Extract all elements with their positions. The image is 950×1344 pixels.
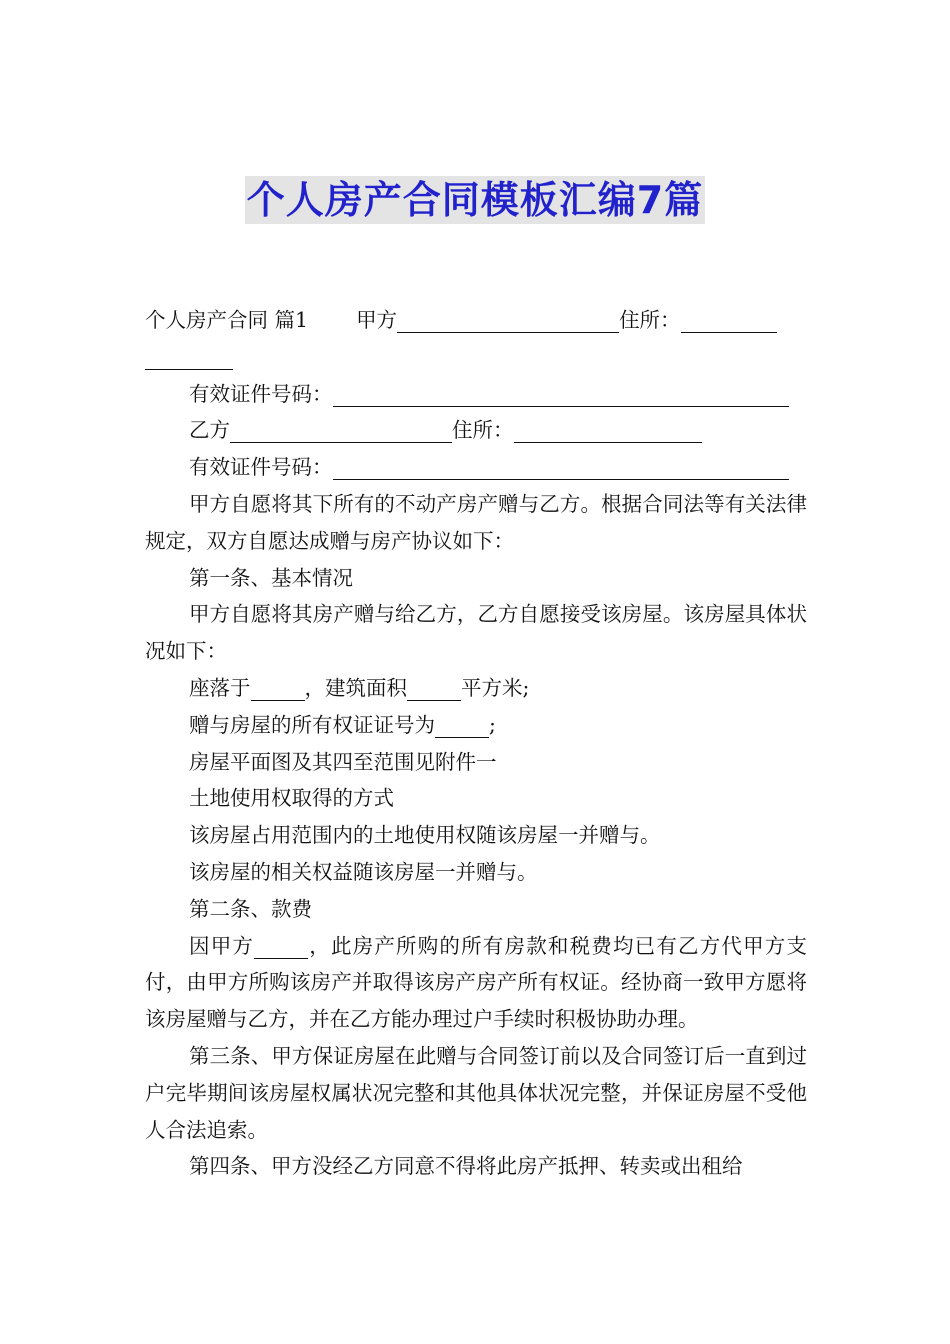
contract-body (145, 302, 807, 1185)
party-b-label: 乙方 (189, 418, 230, 443)
article-1-body: 甲方自愿将其房产赠与给乙方，乙方自愿接受该房屋。该房屋具体状况如下： (145, 602, 807, 664)
article-4-body: 第四条、甲方没经乙方同意不得将此房产抵押、转卖或出租给 (189, 1154, 743, 1179)
party-a-label: 甲方 (356, 308, 398, 332)
party-b-id-label: 有效证件号码： (189, 455, 333, 480)
certificate-line: 赠与房屋的所有权证证号为 ; (189, 712, 496, 737)
area-blank (407, 674, 461, 701)
party-a-address-blank (681, 306, 777, 333)
page-title (0, 176, 950, 224)
header-line (145, 302, 807, 339)
page-title-text: 个人房产合同模板汇编7篇 (246, 178, 704, 222)
party-a-id-blank (333, 380, 789, 407)
floorplan-line: 房屋平面图及其四至范围见附件一 (189, 749, 497, 774)
article-label: 个人房产合同 篇1 (145, 308, 309, 332)
article-2-blank (254, 932, 308, 959)
party-b-address-label: 住所： (452, 418, 514, 443)
land-body: 该房屋占用范围内的土地使用权随该房屋一并赠与。 (189, 823, 661, 848)
article-1-heading: 第一条、基本情况 (189, 565, 353, 590)
land-heading: 土地使用权取得的方式 (189, 786, 394, 811)
location-blank (251, 674, 305, 701)
article-2-body: 因甲方 ，此房产所购的所有房款和税费均已有乙方代甲方支付，由甲方所购该房产并取得该房产房产所有权证。经协商一致甲方愿将该房屋赠与乙方，并在乙方能办理过户手续时积极协助办理。 (145, 933, 807, 1032)
party-b-id-blank (333, 453, 789, 480)
party-b-blank (230, 416, 452, 443)
party-b-address-blank (514, 416, 702, 443)
certificate-blank (435, 711, 489, 738)
party-a-id-line (145, 376, 807, 413)
party-b-line (145, 412, 807, 449)
article-2-heading: 第二条、款费 (189, 896, 312, 921)
location-line: 座落于 ，建筑面积 平方米; (189, 675, 530, 700)
header-continuation-line (145, 339, 807, 376)
rights-line: 该房屋的相关权益随该房屋一并赠与。 (189, 859, 538, 884)
article-3-body: 第三条、甲方保证房屋在此赠与合同签订前以及合同签订后一直到过户完毕期间该房屋权属状况完整和其他具体状况完整，并保证房屋不受他人合法追索。 (145, 1043, 807, 1142)
party-a-address-blank-cont (145, 343, 233, 370)
party-b-id-line (145, 449, 807, 486)
party-a-address-label: 住所： (619, 308, 681, 332)
intro-paragraph: 甲方自愿将其下所有的不动产房产赠与乙方。根据合同法等有关法律规定，双方自愿达成赠与房产协议如下： (145, 491, 807, 553)
party-a-id-label: 有效证件号码： (189, 381, 333, 406)
party-a-blank (397, 306, 619, 333)
